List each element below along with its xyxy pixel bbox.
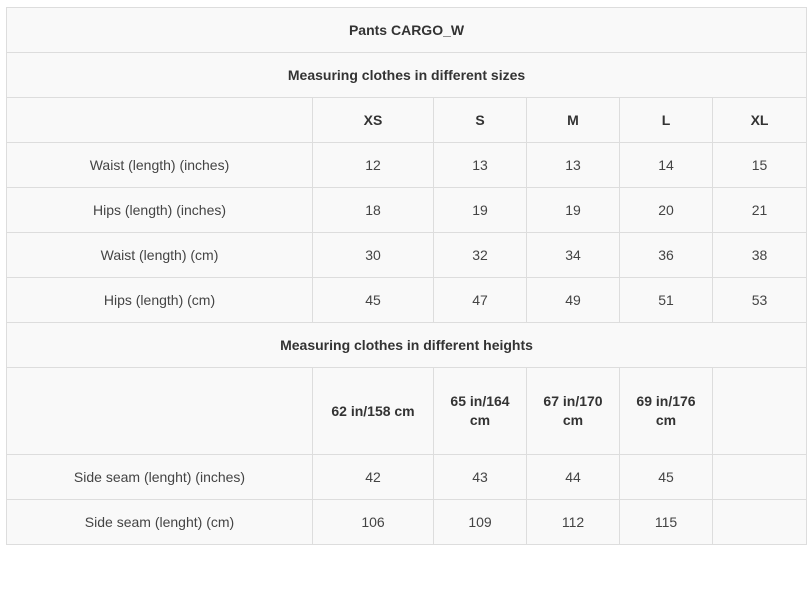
sizes-header-row xyxy=(7,98,807,143)
section-heading-sizes: Measuring clothes in different sizes xyxy=(7,53,807,98)
header-cell-empty xyxy=(713,368,807,455)
header-cell-xl: XL xyxy=(713,98,807,143)
size-chart-table xyxy=(6,7,807,545)
table-cell: 115 xyxy=(620,500,713,545)
header-cell-l: L xyxy=(620,98,713,143)
table-cell: 106 xyxy=(313,500,434,545)
table-row xyxy=(7,455,807,500)
table-cell: 109 xyxy=(434,500,527,545)
header-cell xyxy=(7,368,313,455)
table-cell: 53 xyxy=(713,278,807,323)
table-title: Pants CARGO_W xyxy=(7,8,807,53)
table-cell: 14 xyxy=(620,143,713,188)
header-cell xyxy=(7,98,313,143)
row-label: Waist (length) (inches) xyxy=(7,143,313,188)
table-cell: 42 xyxy=(313,455,434,500)
title-row xyxy=(7,8,807,53)
table-cell: 45 xyxy=(313,278,434,323)
row-label: Hips (length) (inches) xyxy=(7,188,313,233)
table-cell: 43 xyxy=(434,455,527,500)
table-row xyxy=(7,143,807,188)
table-cell: 47 xyxy=(434,278,527,323)
header-cell-height-176: 69 in/176 cm xyxy=(620,368,713,455)
table-cell: 36 xyxy=(620,233,713,278)
table-cell: 19 xyxy=(434,188,527,233)
row-label: Side seam (lenght) (inches) xyxy=(7,455,313,500)
table-cell: 51 xyxy=(620,278,713,323)
table-cell: 45 xyxy=(620,455,713,500)
table-cell: 12 xyxy=(313,143,434,188)
section-heading-heights: Measuring clothes in different heights xyxy=(7,323,807,368)
table-cell: 19 xyxy=(527,188,620,233)
table-cell: 18 xyxy=(313,188,434,233)
header-cell-height-164: 65 in/164 cm xyxy=(434,368,527,455)
row-label: Side seam (lenght) (cm) xyxy=(7,500,313,545)
table-cell: 112 xyxy=(527,500,620,545)
section-row-sizes xyxy=(7,53,807,98)
table-cell: 13 xyxy=(434,143,527,188)
table-cell: 30 xyxy=(313,233,434,278)
table-row xyxy=(7,278,807,323)
row-label: Hips (length) (cm) xyxy=(7,278,313,323)
table-cell xyxy=(713,455,807,500)
row-label: Waist (length) (cm) xyxy=(7,233,313,278)
table-cell: 49 xyxy=(527,278,620,323)
table-cell: 21 xyxy=(713,188,807,233)
table-cell: 13 xyxy=(527,143,620,188)
table-cell: 32 xyxy=(434,233,527,278)
table-row xyxy=(7,188,807,233)
table-cell: 38 xyxy=(713,233,807,278)
table-cell: 15 xyxy=(713,143,807,188)
heights-header-row xyxy=(7,368,807,455)
table-row xyxy=(7,233,807,278)
table-cell xyxy=(713,500,807,545)
header-cell-m: M xyxy=(527,98,620,143)
table-cell: 34 xyxy=(527,233,620,278)
table-row xyxy=(7,500,807,545)
header-cell-height-170: 67 in/170 cm xyxy=(527,368,620,455)
header-cell-height-158: 62 in/158 cm xyxy=(313,368,434,455)
table-cell: 20 xyxy=(620,188,713,233)
section-row-heights xyxy=(7,323,807,368)
header-cell-s: S xyxy=(434,98,527,143)
header-cell-xs: XS xyxy=(313,98,434,143)
table-cell: 44 xyxy=(527,455,620,500)
